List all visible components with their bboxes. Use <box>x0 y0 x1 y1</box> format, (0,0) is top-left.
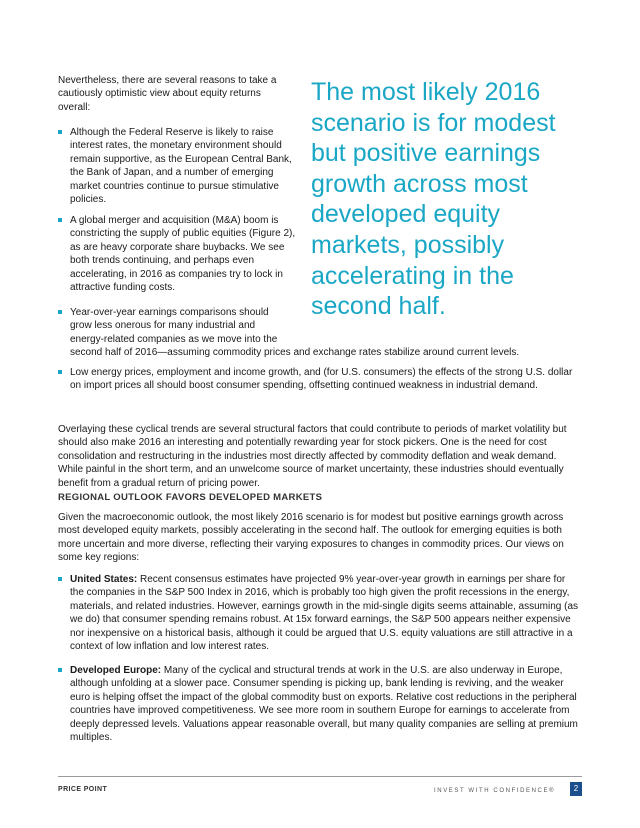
bullet-line: Year-over-year earnings comparisons should <box>70 307 269 318</box>
bullet-label: Developed Europe: <box>70 665 162 676</box>
structural-paragraph: Overlaying these cyclical trends are several structural factors that could contribute to periods of market volatility but should also make 2016 an interesting and potentially rewarding year for stock pickers. One is the need for cost consolidation and restructuring in the industries most directly affected by commodity deflation and weak demand. While painful in the short term, and an unwelcome source of market uncertainty, these industries should eventually benefit from a gradual return of pricing power. <box>58 424 567 489</box>
bullet-label: United States: <box>70 574 138 585</box>
bullet-square-icon <box>58 130 62 134</box>
bullet-line: grow less onerous for many industrial and <box>70 320 256 332</box>
bullet-square-icon <box>58 310 62 314</box>
bullet-text: Low energy prices, employment and income growth, and (for U.S. consumers) the effects of the strong U.S. dollar on import prices all should boost consumer spending, offsetting continued weakness in industrial demand. <box>70 367 573 392</box>
bullet-list-top-2 <box>58 214 296 294</box>
bullet-square-icon <box>58 370 62 374</box>
footer-publication-name: PRICE POINT <box>58 786 108 793</box>
bullet-text <box>58 573 580 653</box>
section-heading: REGIONAL OUTLOOK FAVORS DEVELOPED MARKETS <box>58 492 323 503</box>
intro-paragraph: Nevertheless, there are several reasons to take a cautiously optimistic view about equity returns overall: <box>58 75 277 113</box>
bullet-list-top <box>58 126 296 206</box>
footer-tagline: INVEST WITH CONFIDENCE® <box>434 788 556 794</box>
bullet-text: Although the Federal Reserve is likely to raise interest rates, the monetary environment should remain supportive, as the European Central Bank, the Bank of Japan, and a number of emerging market countries continue to pursue stimulative policies. <box>70 127 292 206</box>
bullet-body: Many of the cyclical and structural trends at work in the U.S. are also underway in Europe, although unfolding at a slower pace. Consumer spending is picking up, bank lending is reviving, and the weaker euro is helping offset the impact of the global commodity bust on exports. Relative cost reductions in the peripheral countries have improved competitiveness. We see more room in southern Europe for earnings to accelerate from deeply depressed levels. Valuations appear reasonable overall, but many quality companies are selling at premium multiples. <box>70 665 578 744</box>
bullet-square-icon <box>58 577 62 581</box>
pull-quote: The most likely 2016 scenario is for modest but positive earnings growth across most developed equity markets, possibly accelerating in the second half. <box>311 78 556 321</box>
bullet-united-states <box>58 573 580 653</box>
bullet-square-icon <box>58 668 62 672</box>
bullet-energy <box>58 366 578 393</box>
bullet-square-icon <box>58 218 62 222</box>
bullet-item <box>58 214 296 294</box>
regional-paragraph: Given the macroeconomic outlook, the most likely 2016 scenario is for modest but positive earnings growth across most developed equity markets, possibly accelerating in the second half. The outlook for emerging equities is both more uncertain and more diverse, reflecting their varying exposures to changes in commodity prices. Our views on some key regions: <box>58 512 564 564</box>
bullet-text <box>58 664 580 744</box>
bullet-earnings <box>58 306 578 360</box>
bullet-text: A global merger and acquisition (M&A) boom is constricting the supply of public equities (Figure 2), as are heavy corporate share buybacks. We see both trends continuing, and perhaps even accelerating, in 2016 as companies try to lock in attractive funding costs. <box>70 215 296 294</box>
bullet-item <box>58 126 296 206</box>
bullet-developed-europe <box>58 664 580 744</box>
bullet-line: energy-related companies as we move into the <box>70 333 278 345</box>
page-number-badge: 2 <box>570 782 582 796</box>
footer-divider <box>58 776 582 777</box>
bullet-body: Recent consensus estimates have projected 9% year-over-year growth in earnings per share for the companies in the S&P 500 Index in 2016, which is probably too high given the profit recessions in the energy, materials, and related industries. However, earnings growth in the mid-single digits seems attainable, assuming (as we do) that consumer spending remains robust. At 15x forward earnings, the S&P 500 appears neither expensive nor inexpensive on a historical basis, although it could be argued that U.S. equity valuations are still attractive in a context of low inflation and low interest rates. <box>70 574 579 653</box>
bullet-line: second half of 2016—assuming commodity prices and exchange rates stabilize around current levels. <box>70 347 520 359</box>
